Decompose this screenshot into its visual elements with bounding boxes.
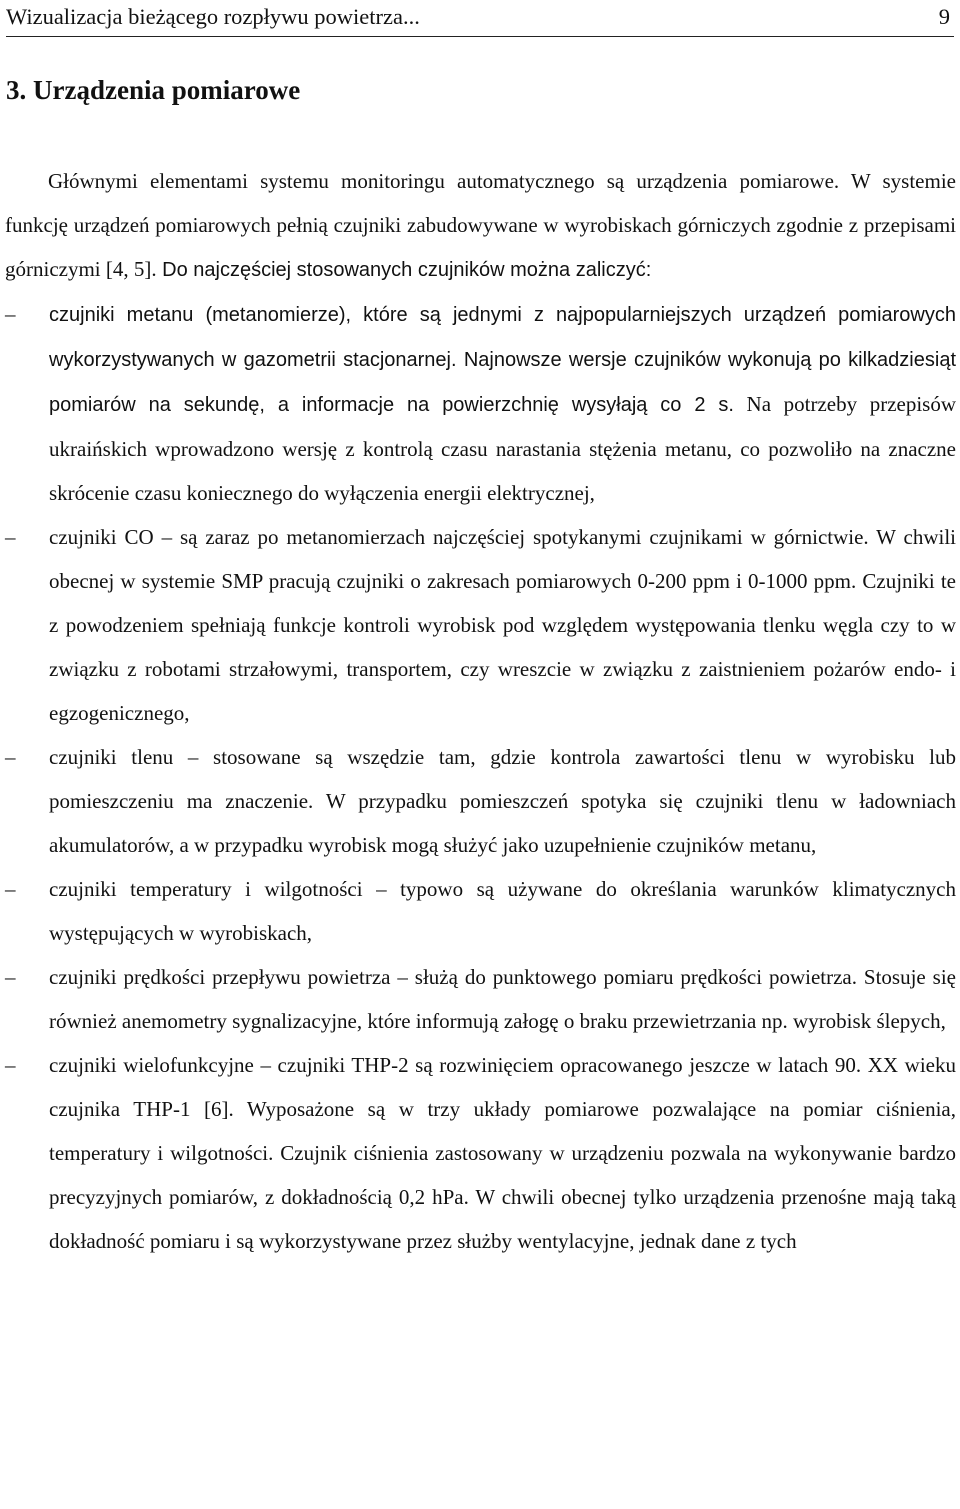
list-item-text: czujniki CO – są zaraz po metanomierzach najczęściej spotykanymi czujnikami w górnictwie. W chwili obecnej w systemie SMP pracują czujniki o zakresach pomiarowych 0-200 ppm i 0-1000 ppm. Czujniki te z powodzeniem spełniają funkcje kontroli wyrobisk pod względem występowania tlenku węgla czy to w związku z robotami strzałowymi, transportem, czy wreszcie w związku z zaistnieniem pożarów endo- i egzogenicznego, (49, 525, 956, 725)
sensor-list (5, 292, 956, 1263)
intro-text-sans: Do najczęściej stosowanych czujników można zaliczyć: (156, 259, 652, 281)
list-dash: – (5, 965, 16, 989)
page-number: 9 (938, 4, 950, 29)
list-item-co (5, 515, 956, 735)
list-item-text: czujniki temperatury i wilgotności – typowo są używane do określania warunków klimatycznych występujących w wyrobiskach, (49, 877, 956, 945)
list-item-text-sans: czujniki metanu (metanomierze), które są jednymi z najpopularniejszych urządzeń pomiarowych wykorzystywanych w gazometrii stacjonarnej. Najnowsze wersje czujników wykonują po kilkadziesiąt pomiarów na sekundę, a informacje na powierzchnię wysyłają co 2 s. (49, 304, 956, 416)
list-item-text: czujniki wielofunkcyjne – czujniki THP-2 są rozwinięciem opracowanego jeszcze w latach 90. XX wieku czujnika THP-1 [6]. Wyposażone są w trzy układy pomiarowe pozwalające na pomiar ciśnienia, temperatury i wilgotności. Czujnik ciśnienia zastosowany w urządzeniu pozwala na wykonywanie bardzo precyzyjnych pomiarów, z dokładnością 0,2 hPa. W chwili obecnej tylko urządzenia przenośne mają taką dokładność pomiaru i są wykorzystywane przez służby wentylacyjne, jednak dane z tych (49, 1053, 956, 1253)
running-title: Wizualizacja bieżącego rozpływu powietrza... (6, 4, 420, 29)
intro-text: Głównymi elementami systemu monitoringu automatycznego są urządzenia pomiarowe. W systemie funkcję urządzeń pomiarowych pełnią czujniki zabudowywane w wyrobiskach górniczych zgodnie z przepisami górniczymi [4, 5]. (5, 169, 956, 281)
list-item-methane (5, 292, 956, 515)
list-item-oxygen (5, 735, 956, 867)
section-title: 3. Urządzenia pomiarowe (6, 75, 301, 105)
body-text (5, 159, 956, 1263)
list-dash: – (5, 302, 16, 326)
list-item-multifunction (5, 1043, 956, 1263)
list-dash: – (5, 745, 16, 769)
list-item-air-velocity (5, 955, 956, 1043)
list-item-text: Na potrzeby przepisów ukraińskich wprowadzono wersję z kontrolą czasu narastania stężenia metanu, co pozwoliło na znaczne skrócenie czasu koniecznego do wyłączenia energii elektrycznej, (49, 392, 957, 505)
list-dash: – (5, 525, 16, 549)
list-dash: – (5, 1053, 16, 1077)
running-header (6, 0, 954, 37)
list-item-temperature-humidity (5, 867, 956, 955)
list-dash: – (5, 877, 16, 901)
list-item-text: czujniki prędkości przepływu powietrza – służą do punktowego pomiaru prędkości powietrza. Stosuje się również anemometry sygnalizacyjne, które informują załogę o braku przewietrzania np. wyrobisk ślepych, (49, 965, 956, 1033)
list-item-text: czujniki tlenu – stosowane są wszędzie tam, gdzie kontrola zawartości tlenu w wyrobisku lub pomieszczeniu ma znaczenie. W przypadku pomieszczeń spotyka się czujniki tlenu w ładowniach akumulatorów, a w przypadku wyrobisk mogą służyć jako uzupełnienie czujników metanu, (49, 745, 956, 857)
intro-paragraph (5, 159, 956, 292)
